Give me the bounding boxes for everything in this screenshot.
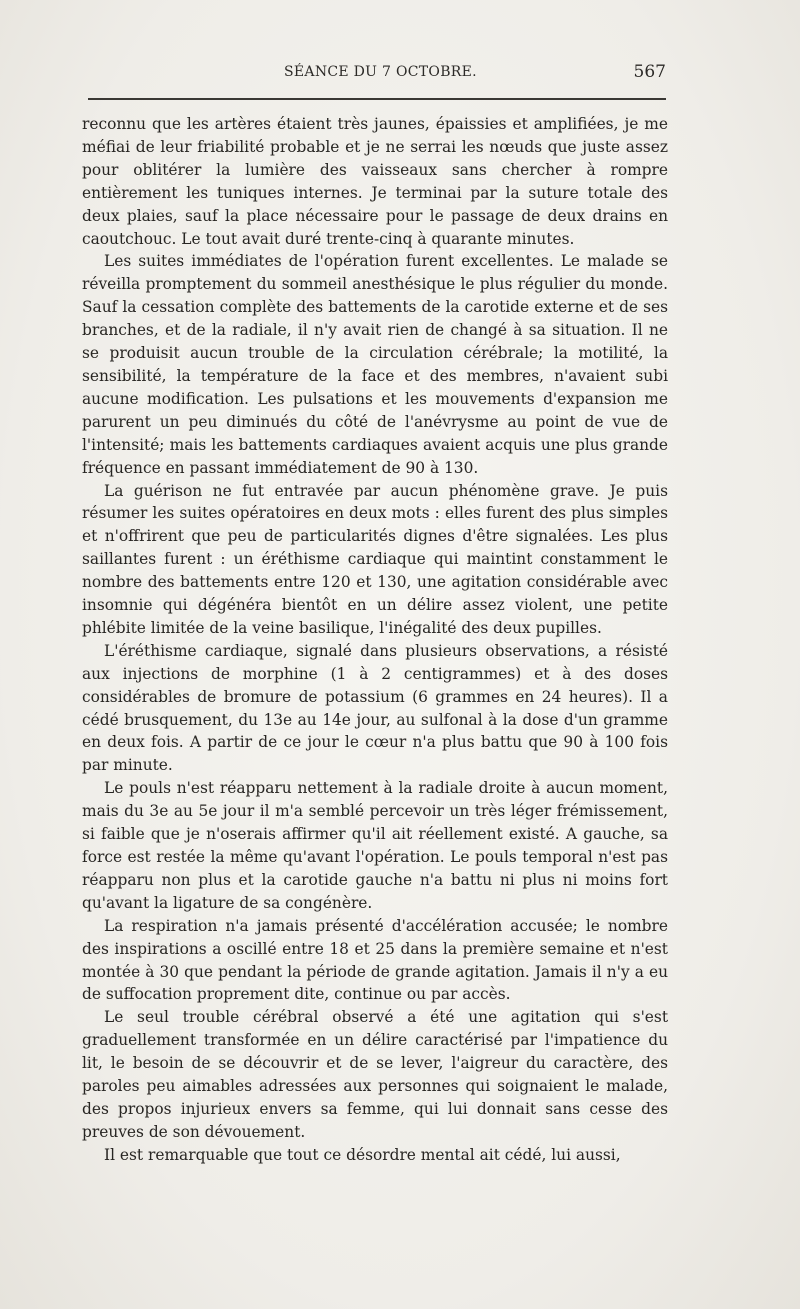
body-text <box>82 113 668 1167</box>
paragraph: Le seul trouble cérébral observé a été une agitation qui s'est graduellement transformée en un délire caractérisé par l'impatience du lit, le besoin de se découvrir et de se lever, l'aigreur du caractère, des paroles peu aimables adressées aux personnes qui soignaient le malade, des propos injurieux envers sa femme, qui lui donnait sans cesse des preuves de son dévouement. <box>82 1008 668 1141</box>
paragraph: La respiration n'a jamais présenté d'accélération accusée; le nombre des inspirations a oscillé entre 18 et 25 dans la première semaine et n'est montée à 30 que pendant la période de grande agitation. Jamais il n'y a eu de suffocation proprement dite, continue ou par accès. <box>82 916 668 1004</box>
paragraph: reconnu que les artères étaient très jaunes, épaissies et amplifiées, je me méfiai de leur friabilité probable et je ne serrai les nœuds que juste assez pour oblitérer la lumière des vaisseaux sans chercher à rompre entièrement les tuniques internes. Je terminai par la suture totale des deux plaies, sauf la place nécessaire pour le passage de deux drains en caoutchouc. Le tout avait duré trente-cinq à quarante minutes. <box>82 115 668 248</box>
paragraph: La guérison ne fut entravée par aucun phénomène grave. Je puis résumer les suites opératoires en deux mots : elles furent des plus simples et n'offrirent que peu de particularités dignes d'être signalées. Les plus saillantes furent : un éréthisme cardiaque qui maintint constamment le nombre des battements entre 120 et 130, une agitation considérable avec insomnie qui dégénéra bientôt en un délire assez violent, une petite phlébite limitée de la veine basilique, l'inégalité des deux pupilles. <box>82 481 668 637</box>
running-head-title: SÉANCE DU 7 OCTOBRE. <box>284 64 477 80</box>
paragraph: Il est remarquable que tout ce désordre mental ait cédé, lui aussi, <box>104 1145 621 1164</box>
paragraph: Les suites immédiates de l'opération furent excellentes. Le malade se réveilla promptement du sommeil anesthésique le plus régulier du monde. Sauf la cessation complète des battements de la carotide externe et de ses branches, et de la radiale, il n'y avait rien de changé à sa situation. Il ne se produisit aucun trouble de la circulation cérébrale; la motilité, la sensibilité, la température de la face et des membres, n'avaient subi aucune modification. Les pulsations et les mouvements d'expansion me parurent un peu diminués du côté de l'anévrysme au point de vue de l'intensité; mais les battements cardiaques avaient acquis une plus grande fréquence en passant immédiatement de 90 à 130. <box>82 252 668 477</box>
paragraph: Le pouls n'est réapparu nettement à la radiale droite à aucun moment, mais du 3e au 5e jour il m'a semblé percevoir un très léger frémissement, si faible que je n'oserais affirmer qu'il ait réellement existé. A gauche, sa force est restée la même qu'avant l'opération. Le pouls temporal n'est pas réapparu non plus et la carotide gauche n'a battu ni plus ni moins fort qu'avant la ligature de sa congénère. <box>82 779 668 912</box>
page-number: 567 <box>633 62 666 82</box>
paragraph: L'éréthisme cardiaque, signalé dans plusieurs observations, a résisté aux injections de morphine (1 à 2 centigrammes) et à des doses considérables de bromure de potassium (6 grammes en 24 heures). Il a cédé brusquement, du 13e au 14e jour, au sulfonal à la dose d'un gramme en deux fois. A partir de ce jour le cœur n'a plus battu que 90 à 100 fois par minute. <box>82 641 668 775</box>
running-head <box>88 62 666 86</box>
header-rule <box>88 98 666 100</box>
